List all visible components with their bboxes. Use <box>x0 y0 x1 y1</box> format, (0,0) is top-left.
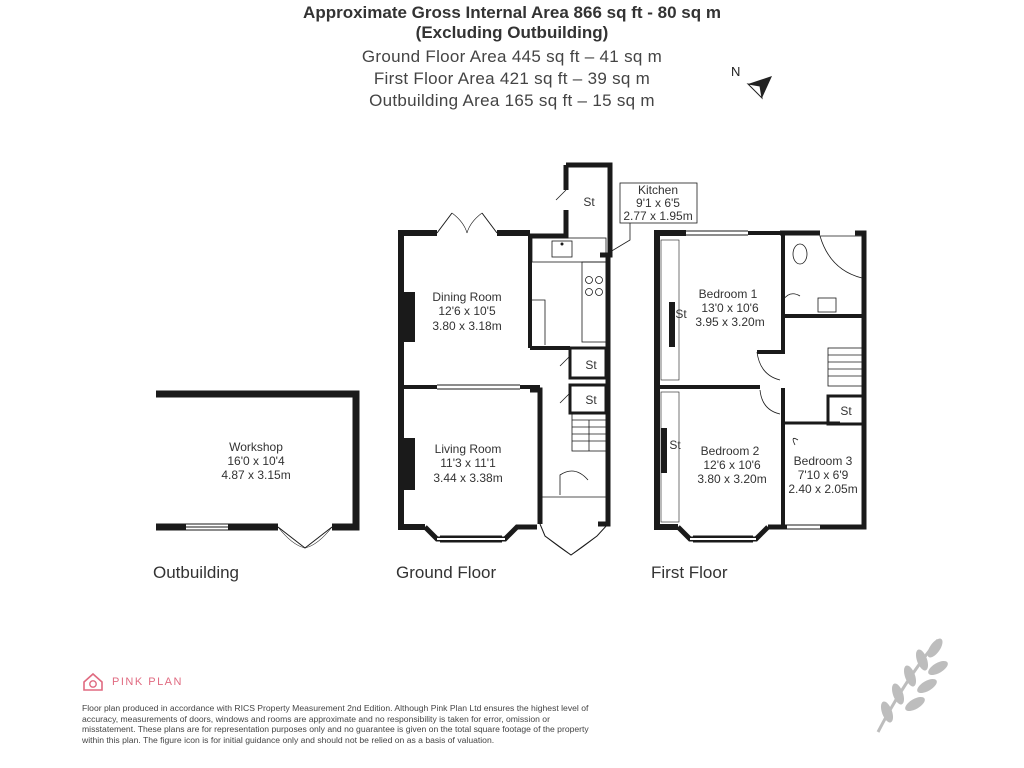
brand-name: PINK PLAN <box>112 676 183 688</box>
bedroom2-imperial: 12'6 x 10'6 <box>703 458 761 472</box>
store-b2-label: St <box>669 438 681 452</box>
kitchen-metric: 2.77 x 1.95m <box>623 209 693 223</box>
bedroom1-imperial: 13'0 x 10'6 <box>701 301 759 315</box>
store-hall2-label: St <box>585 393 597 407</box>
dining-imperial: 12'6 x 10'5 <box>438 304 496 318</box>
ground-floor-label: Ground Floor <box>396 563 497 582</box>
first-floor-plan <box>657 231 864 542</box>
ground-floor-area: Ground Floor Area 445 sq ft – 41 sq m <box>361 47 663 66</box>
outbuilding-area: Outbuilding Area 165 sq ft – 15 sq m <box>369 91 655 110</box>
compass-label: N <box>731 64 741 79</box>
dining-name: Dining Room <box>432 290 502 304</box>
house-logo-icon <box>82 672 104 692</box>
living-metric: 3.44 x 3.38m <box>433 471 503 485</box>
living-imperial: 11'3 x 11'1 <box>440 456 496 470</box>
store-landing-label: St <box>840 404 852 418</box>
outbuilding-plan <box>156 394 356 548</box>
first-floor-label: First Floor <box>651 563 728 582</box>
first-floor-area: First Floor Area 421 sq ft – 39 sq m <box>373 69 651 88</box>
bedroom2-name: Bedroom 2 <box>700 444 760 458</box>
wheat-sprig-icon <box>878 636 950 732</box>
ground-floor-plan <box>401 165 697 555</box>
bedroom3-metric: 2.40 x 2.05m <box>788 482 858 496</box>
living-name: Living Room <box>434 442 502 456</box>
bedroom3-name: Bedroom 3 <box>793 454 853 468</box>
store-kitchen-label: St <box>583 195 595 209</box>
bedroom2-metric: 3.80 x 3.20m <box>697 472 767 486</box>
bedroom1-metric: 3.95 x 3.20m <box>695 315 765 329</box>
workshop-metric: 4.87 x 3.15m <box>221 468 291 482</box>
store-b1-label: St <box>675 307 687 321</box>
bedroom3-imperial: 7'10 x 6'9 <box>797 468 849 482</box>
outbuilding-label: Outbuilding <box>153 563 240 582</box>
store-hall1-label: St <box>585 358 597 372</box>
kitchen-imperial: 9'1 x 6'5 <box>636 196 680 210</box>
brand <box>82 672 183 692</box>
gross-area-title: Approximate Gross Internal Area 866 sq ft - 80 sq m <box>303 3 721 22</box>
workshop-name: Workshop <box>229 440 283 454</box>
excluding-note: (Excluding Outbuilding) <box>415 23 609 42</box>
kitchen-name: Kitchen <box>637 183 679 197</box>
north-arrow-icon <box>731 64 772 98</box>
disclaimer: Floor plan produced in accordance with RICS Property Measurement 2nd Edition. Although Pink Plan Ltd ensures the highest level of accuracy, measurements of doors, windows and rooms are approximate and no responsibility is taken for error, omission or misstatement. These plans are for representation purposes only and no guarantee is given on the total square footage of the property within this plan. The figure icon is for initial guidance only and should not be relied on as a basis of valuation. <box>82 703 589 745</box>
workshop-imperial: 16'0 x 10'4 <box>227 454 285 468</box>
dining-metric: 3.80 x 3.18m <box>432 319 502 333</box>
bedroom1-name: Bedroom 1 <box>698 287 758 301</box>
